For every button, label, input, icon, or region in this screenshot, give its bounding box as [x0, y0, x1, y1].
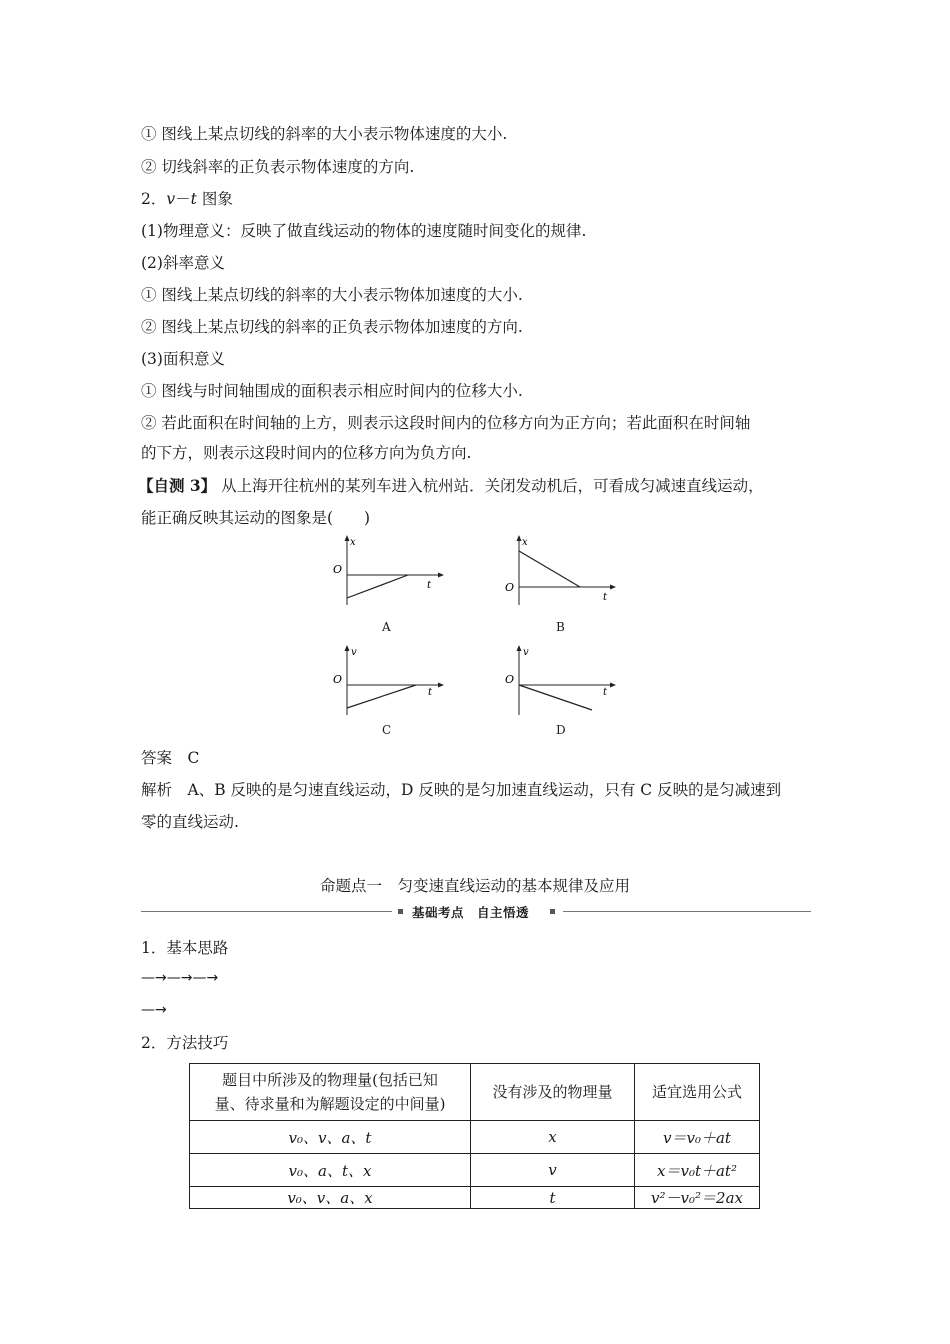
- banner-square-right: [550, 909, 555, 914]
- line-tangent-slope-sign: ② 切线斜率的正负表示物体速度的方向.: [141, 158, 415, 176]
- banner-rule-right: [563, 911, 811, 912]
- figure-d: [500, 643, 625, 718]
- header-involved-quantities: 题目中所涉及的物理量(包括已知 量、待求量和为解题设定的中间量): [190, 1064, 471, 1121]
- line-slope-accel-sign: ② 图线上某点切线的斜率的正负表示物体加速度的方向.: [141, 318, 523, 336]
- figure-d-caption: D: [556, 723, 566, 737]
- figure-b: [500, 533, 625, 608]
- row1-missing: x: [471, 1121, 635, 1154]
- line-area-sign-2: 的下方，则表示这段时间内的位移方向为负方向.: [141, 444, 472, 462]
- header-missing-quantity: 没有涉及的物理量: [471, 1064, 635, 1121]
- figure-b-origin-label: O: [505, 581, 515, 594]
- answer-line: 答案 C: [141, 749, 200, 767]
- heading-vt-graph: [141, 189, 233, 209]
- banner-square-left: [398, 909, 403, 914]
- table-row: [190, 1187, 760, 1209]
- heading-t: t: [190, 190, 197, 208]
- section-banner: [141, 906, 811, 918]
- figure-b-yaxis-label: x: [522, 537, 528, 548]
- figure-a: [328, 533, 453, 608]
- figure-d-origin-label: O: [505, 673, 515, 686]
- figure-b-xaxis-label: t: [603, 592, 608, 603]
- figure-c-xaxis-label: t: [428, 687, 433, 698]
- figure-d-xaxis-label: t: [603, 687, 608, 698]
- row3-vars: v₀、v、a、x: [190, 1187, 471, 1209]
- row2-missing: v: [471, 1154, 635, 1187]
- heading-number: 2．: [141, 190, 167, 208]
- question-line-2: 能正确反映其运动的图象是( ): [141, 509, 371, 527]
- heading-v: v: [166, 190, 176, 208]
- row2-formula: x＝v₀t＋at²: [635, 1154, 760, 1187]
- figure-a-origin-label: O: [333, 563, 343, 576]
- line-area-meaning: (3)面积意义: [141, 350, 225, 368]
- formula-table: [189, 1063, 760, 1209]
- figure-d-yaxis-label: v: [523, 647, 529, 658]
- line-slope-meaning: (2)斜率意义: [141, 254, 225, 272]
- table-header-row: [190, 1064, 760, 1121]
- figure-a-caption: A: [382, 620, 391, 634]
- line-area-size: ① 图线与时间轴围成的面积表示相应时间内的位移大小.: [141, 382, 523, 400]
- figure-c-yaxis-label: v: [351, 647, 357, 658]
- figure-c-caption: C: [382, 723, 392, 737]
- line-tangent-slope-size: ① 图线上某点切线的斜率的大小表示物体速度的大小.: [141, 125, 508, 143]
- step-method-tips: 2．方法技巧: [141, 1034, 229, 1052]
- table-row: [190, 1154, 760, 1187]
- question-line-1: [138, 476, 764, 496]
- banner-rule-left: [141, 911, 392, 912]
- question-tag: 【自测 3】: [138, 476, 217, 495]
- heading-dash: －: [175, 190, 191, 208]
- figure-a-yaxis-label: x: [350, 537, 356, 548]
- section-title: 命题点一 匀变速直线运动的基本规律及应用: [319, 877, 630, 895]
- figure-c: [328, 643, 453, 718]
- figure-b-caption: B: [556, 620, 565, 634]
- row3-formula: v²－v₀²＝2ax: [635, 1187, 760, 1209]
- banner-text: 基础考点 自主悟透: [412, 905, 530, 920]
- row3-missing: t: [471, 1187, 635, 1209]
- line-area-sign-1: ② 若此面积在时间轴的上方，则表示这段时间内的位移方向为正方向；若此面积在时间轴: [141, 414, 751, 432]
- heading-suffix: 图象: [196, 190, 233, 208]
- question-text: 从上海开往杭州的某列车进入杭州站．关闭发动机后，可看成匀减速直线运动，: [216, 477, 764, 495]
- figure-a-xaxis-label: t: [427, 580, 432, 591]
- analysis-line-1: 解析 A、B 反映的是匀速直线运动，D 反映的是匀加速直线运动，只有 C 反映的是匀减速到: [141, 781, 782, 799]
- row1-formula: v＝v₀＋at: [635, 1121, 760, 1154]
- analysis-line-2: 零的直线运动.: [141, 813, 239, 831]
- line-physical-meaning: (1)物理意义：反映了做直线运动的物体的速度随时间变化的规律.: [141, 222, 587, 240]
- line-slope-accel-size: ① 图线上某点切线的斜率的大小表示物体加速度的大小.: [141, 286, 523, 304]
- arrow-chain-2: —→: [141, 1002, 167, 1018]
- arrow-chain-1: —→—→—→: [141, 970, 219, 986]
- step-basic-idea: 1．基本思路: [141, 939, 229, 957]
- row2-vars: v₀、a、t、x: [190, 1154, 471, 1187]
- header-formula: 适宜选用公式: [635, 1064, 760, 1121]
- row1-vars: v₀、v、a、t: [190, 1121, 471, 1154]
- figure-c-origin-label: O: [333, 673, 343, 686]
- table-row: [190, 1121, 760, 1154]
